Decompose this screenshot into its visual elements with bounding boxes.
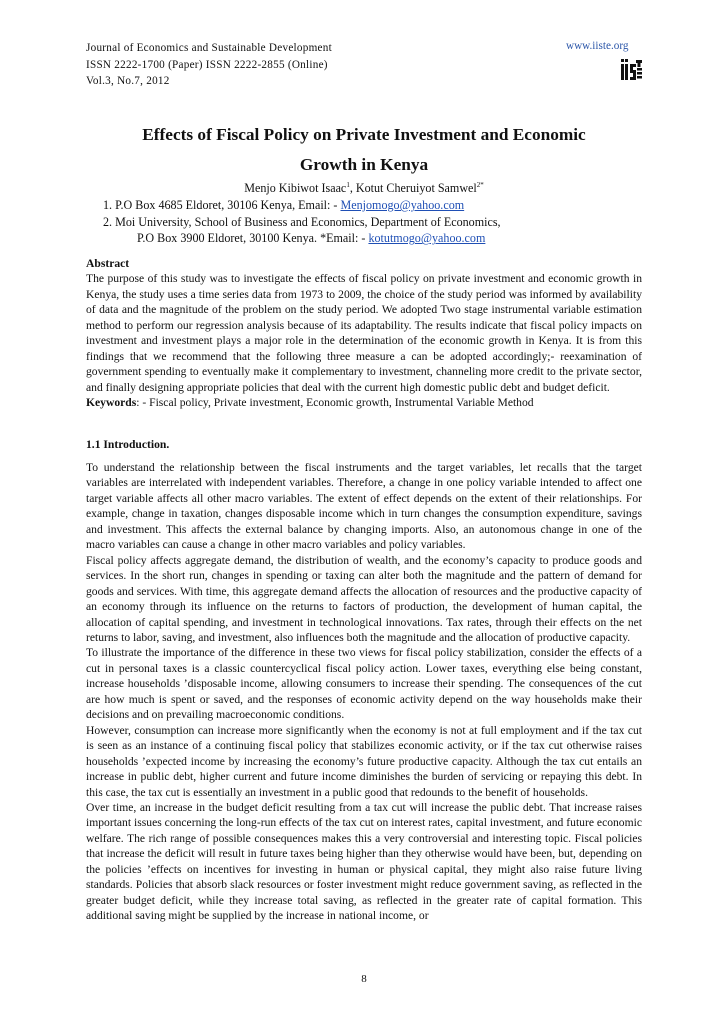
issn: ISSN 2222-1700 (Paper) ISSN 2222-2855 (Online) — [86, 58, 328, 71]
section-heading: 1.1 Introduction. — [86, 438, 170, 451]
author-separator: , — [349, 181, 356, 196]
title-line-2: Growth in Kenya — [299, 155, 429, 174]
introduction-body — [86, 460, 642, 924]
iiste-logo — [620, 57, 642, 83]
page-number: 8 — [361, 973, 367, 985]
journal-header — [86, 40, 332, 90]
author-1-marker: 1 — [346, 181, 350, 189]
paper-title — [86, 120, 642, 180]
affiliation-1-text: 1. P.O Box 4685 Eldoret, 30106 Kenya, Email: - — [103, 198, 341, 212]
paragraph-2: Fiscal policy affects aggregate demand, the distribution of wealth, and the economy’s capacity to produce goods and services. In the short run, changes in spending or taxing can alter both the magnitude and the pattern of demand for goods and services. With time, this aggregate demand affects the allocation of resources and the productive capacity of an economy through its influence on the returns to factors of production, the development of human capital, the allocation of capital spending, and investment in technological innovations. Tax rates, through their effects on the net returns to labor, saving, and investment, also influences both the magnitude and the allocation of productive capacity. — [86, 553, 642, 644]
abstract-section — [86, 256, 642, 411]
author-2: Kotut Cheruiyot Samwel — [355, 181, 477, 196]
paragraph-4: However, consumption can increase more significantly when the economy is not at full employment and if the tax cut is seen as an instance of a continuing fiscal policy that stabilizes economic activity, or if the tax cut otherwise raises households ’expected income by increasing the economy’s future productive capacity. Although the tax cut entails an increase in public debt, higher current and future income diminishes the burden of servicing or repaying this debt. In this case, the tax cut is essentially an investment in a public good that redounds to the benefit of households. — [86, 723, 642, 799]
title-line-1: Effects of Fiscal Policy on Private Investment and Economic — [142, 125, 586, 144]
paragraph-3: To illustrate the importance of the difference in these two views for fiscal policy stabilization, consider the effects of a cut in personal taxes is a classic countercyclical fiscal policy action. Lower taxes, everything else being constant, increase households ’disposable income, allowing consumers to increase their spending. The consequences of the cut are how much is spent or saved, and the responses of economic activity depend on the way households make their decisions and on prevailing macroeconomic conditions. — [86, 646, 642, 722]
keywords — [86, 395, 642, 410]
volume-info: Vol.3, No.7, 2012 — [86, 75, 170, 87]
email-link-1[interactable]: Menjomogo@yahoo.com — [340, 198, 465, 212]
journal-url[interactable]: www.iiste.org — [566, 40, 629, 52]
abstract-heading: Abstract — [86, 257, 130, 270]
affiliation-2-text: P.O Box 3900 Eldoret, 30100 Kenya. *Email: - — [137, 231, 369, 246]
paragraph-1: To understand the relationship between the fiscal instruments and the target variables, let recalls that the target variables are interrelated with independent variables. Therefore, a change in one policy variable intended to affect one target variable affects all other macro variables. The extent of effect depends on the extent of their relationships. For example, change in taxation, changes disposable income which in turn changes the consumption expenditure, savings and investment. This affects the external balance by changing imports. Also, an autonomous change in one of the macro variables can cause a change in other macro variables and policy variables. — [86, 461, 642, 552]
author-1: Menjo Kibiwot Isaac — [244, 181, 347, 196]
journal-name: Journal of Economics and Sustainable Development — [86, 42, 332, 54]
abstract-text: The purpose of this study was to investigate the effects of fiscal policy on private investment and economic growth in Kenya, the study uses a time series data from 1973 to 2009, the choice of the study period was informed by availability of data and the magnitude of the problem on the study period. We adopted Two stage instrumental variable estimation method to perform our regression analysis because of its adaptability. The results indicate that fiscal policy impacts on investment and investment plays a major role in the determination of the economic growth in Kenya. It is from this findings that we recommend that the following three measure a can be adopted accordingly;- reexamination of government spending to eventually make it complementary to investment, channeling more credit to the private sector, and finally designing appropriate policies that deal with the current high domestic public debt and budget deficit. — [86, 272, 642, 394]
affiliation-2-address — [103, 230, 501, 247]
paragraph-5: Over time, an increase in the budget deficit resulting from a tax cut will increase the public debt. That increase raises important issues concerning the long-run effects of the tax cut on interest rates, capital investment, and future economic welfare. The rich range of possible consequences makes this a very controversial and interesting topic. Fiscal policies that increase the deficit will result in future taxes being higher than they otherwise would have been, but, depending on the policies ’effects on incentives for investing in human or physical capital, they might also raise future living standards. Policies that absorb slack resources or foster investment might reduce government saving, as reflected in the greater budget deficit, while they increase total saving, as reflected in the greater rate of capital formation. This additional saving might be supplied by the increase in national income, or — [86, 800, 642, 923]
email-link-2[interactable]: kotutmogo@yahoo.com — [368, 231, 486, 246]
affiliations — [103, 197, 501, 247]
authors — [86, 181, 642, 196]
keywords-label: Keywords — [86, 396, 137, 410]
author-2-marker: 2* — [476, 181, 484, 189]
affiliation-1 — [103, 197, 501, 214]
affiliation-2: 2. Moi University, School of Business and Economics, Department of Economics, — [103, 214, 501, 229]
keywords-text: : - Fiscal policy, Private investment, Economic growth, Instrumental Variable Method — [136, 396, 534, 410]
